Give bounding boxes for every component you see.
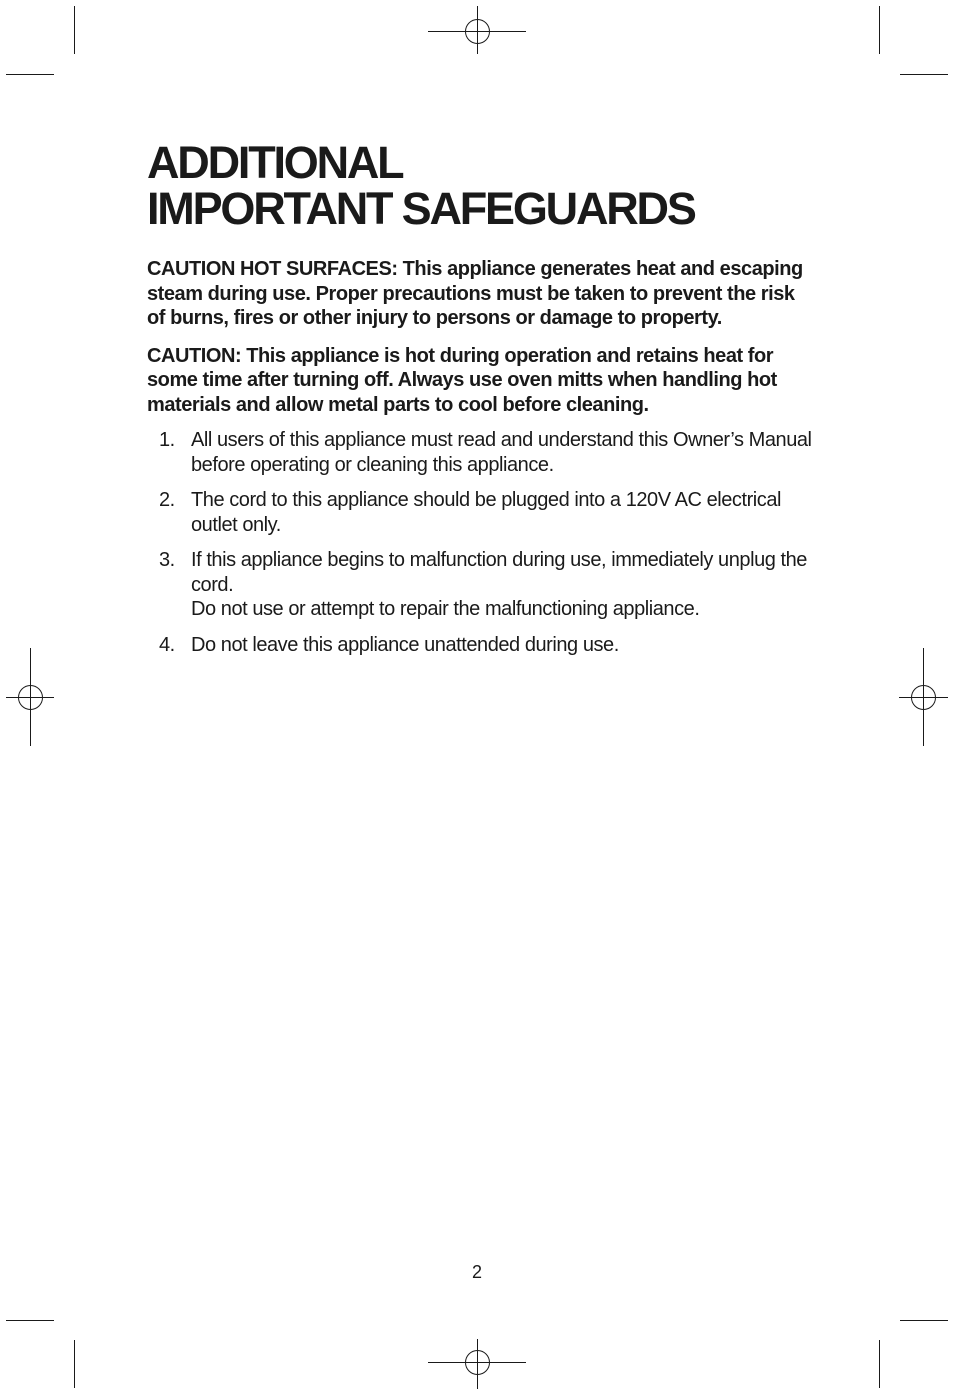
registration-mark-bottom-icon xyxy=(428,1339,526,1389)
page-number: 2 xyxy=(471,1262,482,1282)
page-title xyxy=(147,137,812,234)
title-line-2: IMPORTANT SAFEGUARDS xyxy=(147,183,695,234)
caution-hot-surfaces: CAUTION HOT SURFACES: This appliance generates heat and escaping steam during use. Proper precautions must be taken to prevent the risk of burns, fires or other injury to persons or damage to property. xyxy=(147,258,803,329)
list-item-text-line: Do not use or attempt to repair the malfunctioning appliance. xyxy=(191,598,700,620)
list-item xyxy=(147,633,812,658)
list-item xyxy=(147,488,812,537)
page-content xyxy=(147,137,812,668)
title-line-1: ADDITIONAL xyxy=(147,137,403,188)
list-item xyxy=(147,548,812,622)
list-item-text xyxy=(191,548,812,622)
list-item xyxy=(147,428,812,477)
registration-mark-right-icon xyxy=(899,648,948,746)
list-item-number: 2. xyxy=(159,489,175,511)
safeguard-list xyxy=(147,428,812,657)
list-item-text: The cord to this appliance should be plugged into a 120V AC electrical outlet only. xyxy=(191,489,782,536)
list-item-number: 4. xyxy=(159,633,175,656)
list-item-number: 1. xyxy=(159,429,175,451)
registration-mark-top-icon xyxy=(428,6,526,54)
registration-mark-left-icon xyxy=(6,648,54,746)
list-item-text: Do not leave this appliance unattended during use. xyxy=(191,633,619,656)
list-item-number: 3. xyxy=(159,549,175,571)
list-item-text-line: If this appliance begins to malfunction during use, immediately unplug the cord. xyxy=(191,549,807,596)
list-item-text: All users of this appliance must read and understand this Owner’s Manual before operating or cleaning this appliance. xyxy=(191,429,812,476)
caution-hot-operation: CAUTION: This appliance is hot during operation and retains heat for some time after turning off. Always use oven mitts when handling hot materials and allow metal parts to cool before cleaning. xyxy=(147,344,777,416)
